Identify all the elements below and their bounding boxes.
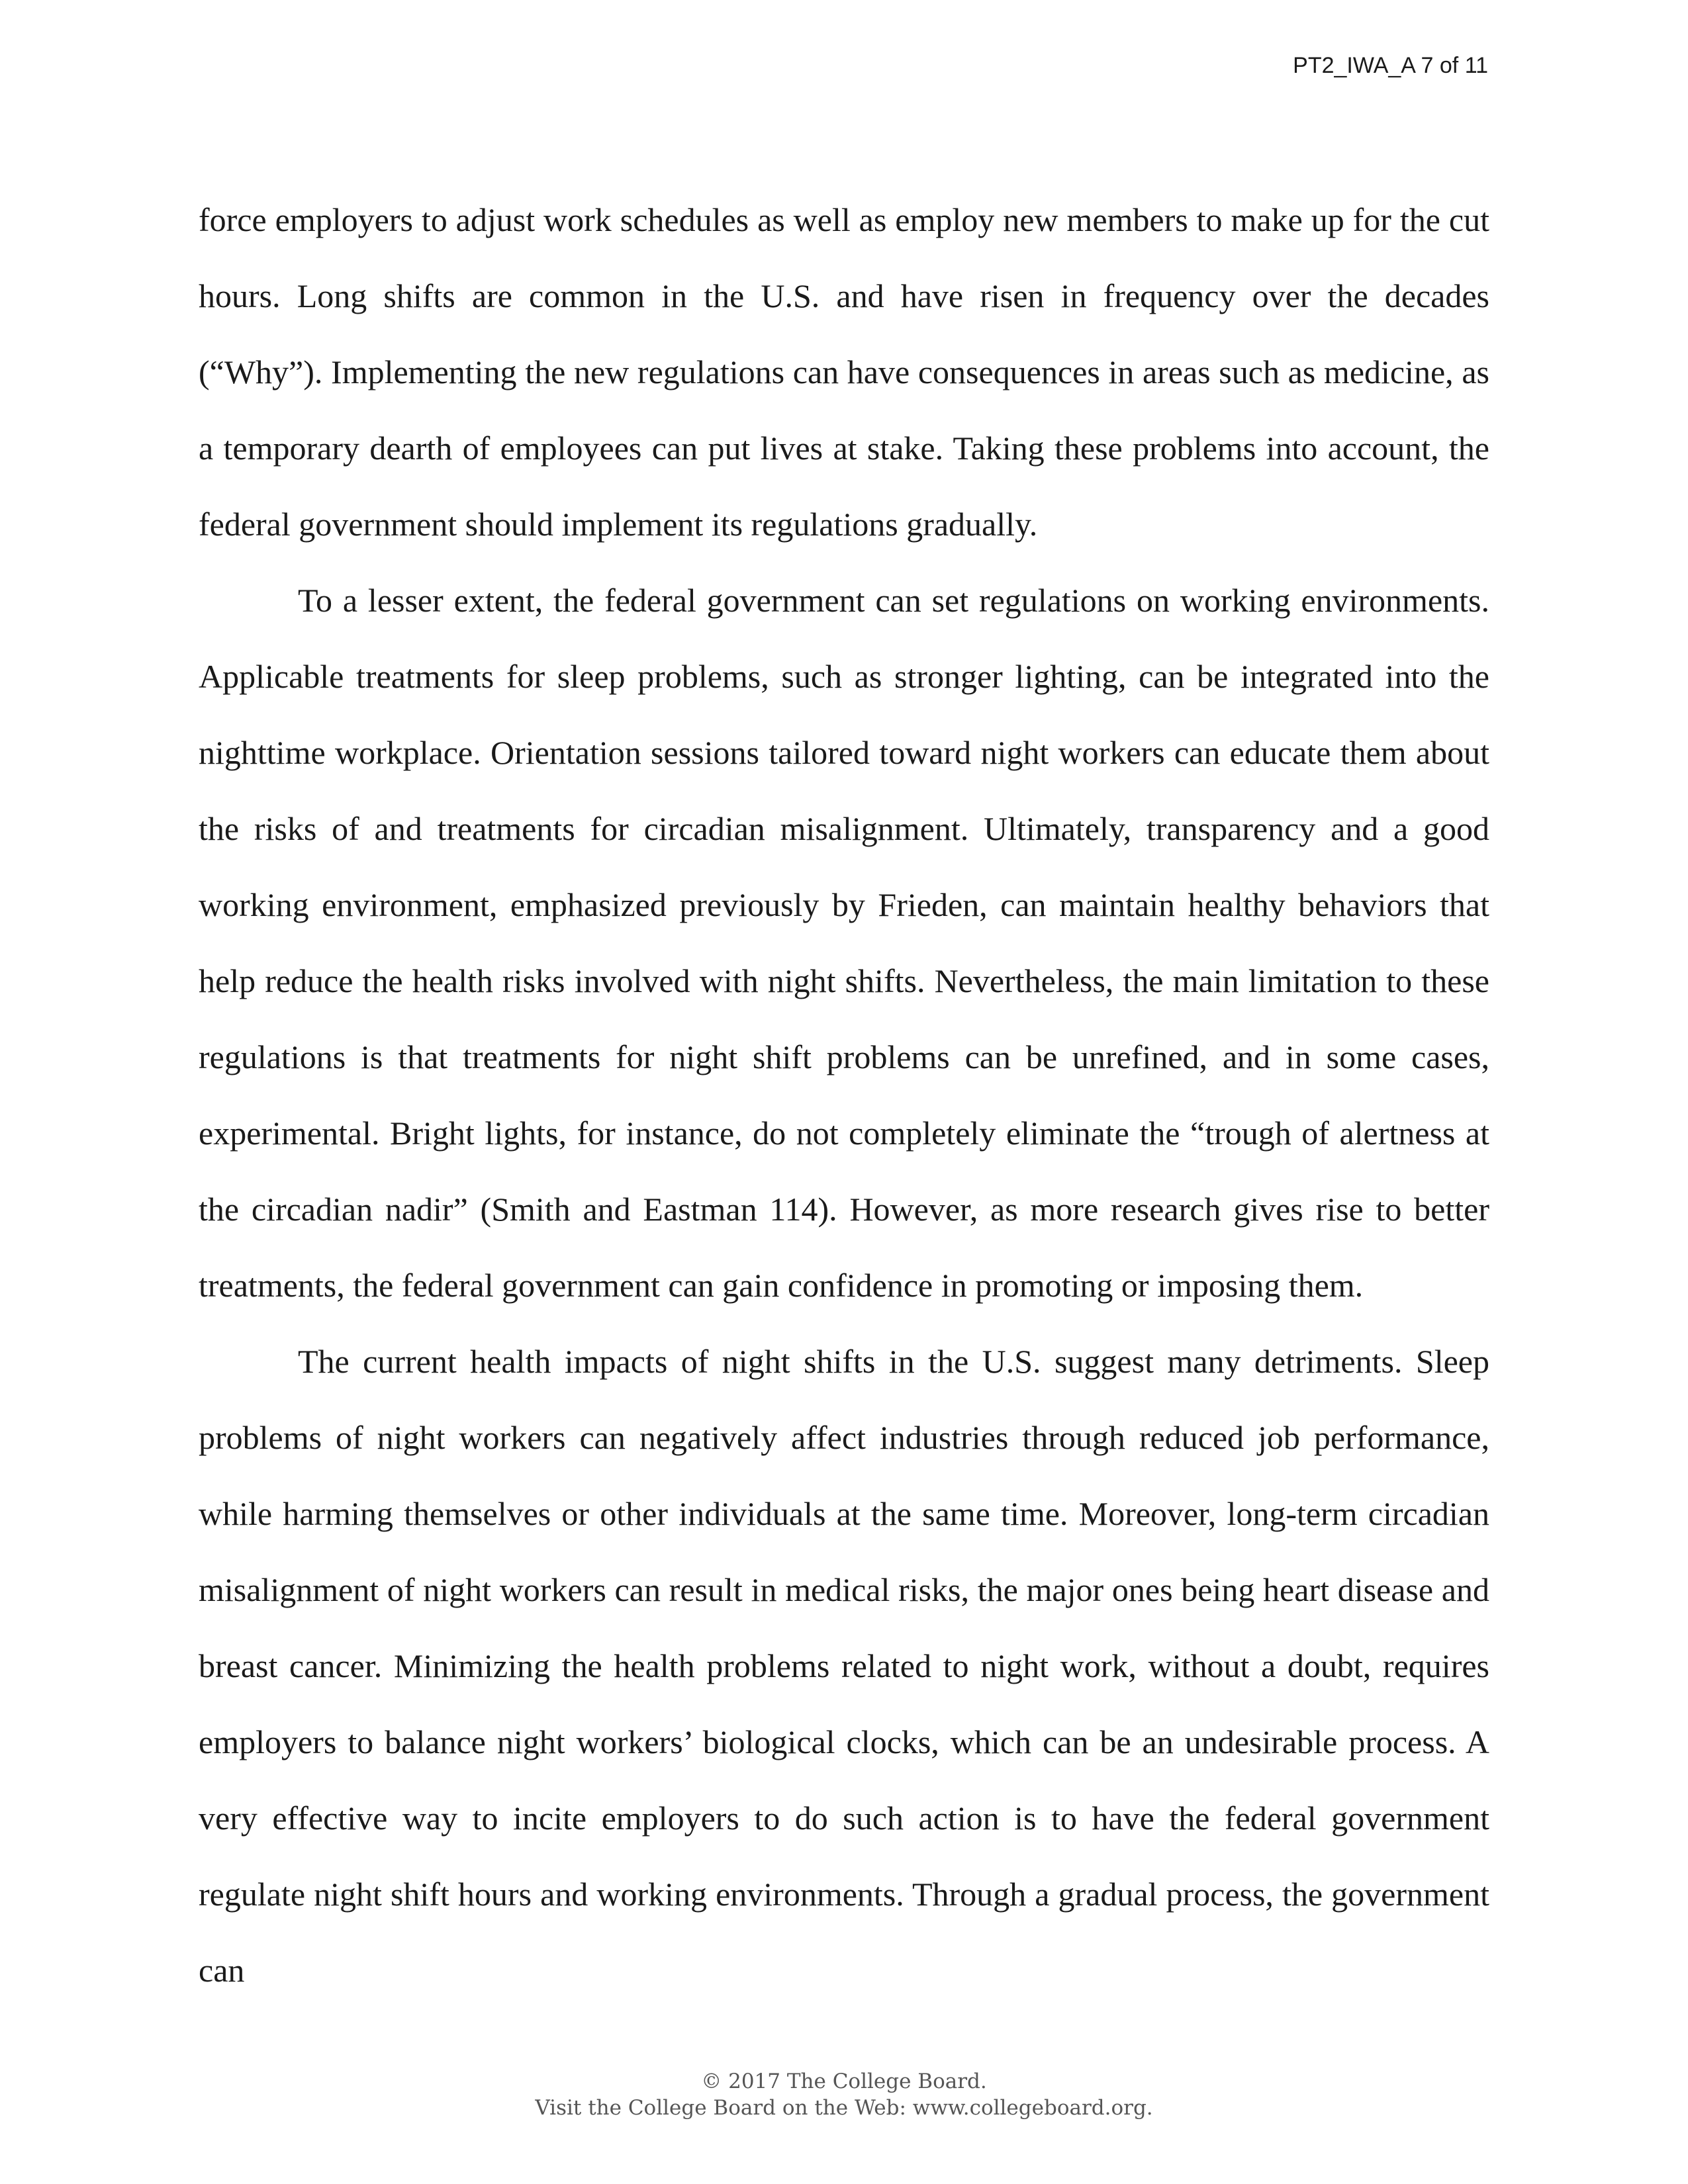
footer-website: Visit the College Board on the Web: www.collegeboard.org. <box>535 2096 1153 2120</box>
essay-body <box>199 182 1489 2009</box>
page-footer <box>0 2068 1688 2121</box>
paragraph-continued: force employers to adjust work schedules as well as employ new members to make up for the cut hours. Long shifts are common in the U.S. and have risen in frequency over the decades (“Why”). Implementing the new regulations can have consequences in areas such as medicine, as a temporary dearth of employees can put lives at stake. Taking these problems into account, the federal government should implement its regulations gradually. <box>199 201 1489 543</box>
page-header-id: PT2_IWA_A 7 of 11 <box>1293 53 1488 78</box>
paragraph-conclusion: The current health impacts of night shifts in the U.S. suggest many detriments. Sleep problems of night workers can negatively affect industries through reduced job performance, while harming themselves or other individuals at the same time. Moreover, long-term circadian misalignment of night workers can result in medical risks, the major ones being heart disease and breast cancer. Minimizing the health problems related to night work, without a doubt, requires employers to balance night workers’ biological clocks, which can be an undesirable process. A very effective way to incite employers to do such action is to have the federal government regulate night shift hours and working environments. Through a gradual process, the government can <box>199 1343 1489 1989</box>
footer-copyright: © 2017 The College Board. <box>701 2070 987 2093</box>
paragraph-working-environments: To a lesser extent, the federal government can set regulations on working environments. Applicable treatments for sleep problems, such as stronger lighting, can be integrated into the nighttime workplace. Orientation sessions tailored toward night workers can educate them about the risks of and treatments for circadian misalignment. Ultimately, transparency and a good working environment, emphasized previously by Frieden, can maintain healthy behaviors that help reduce the health risks involved with night shifts. Nevertheless, the main limitation to these regulations is that treatments for night shift problems can be unrefined, and in some cases, experimental. Bright lights, for instance, do not completely eliminate the “trough of alertness at the circadian nadir” (Smith and Eastman 114). However, as more research gives rise to better treatments, the federal government can gain confidence in promoting or imposing them. <box>199 582 1489 1304</box>
